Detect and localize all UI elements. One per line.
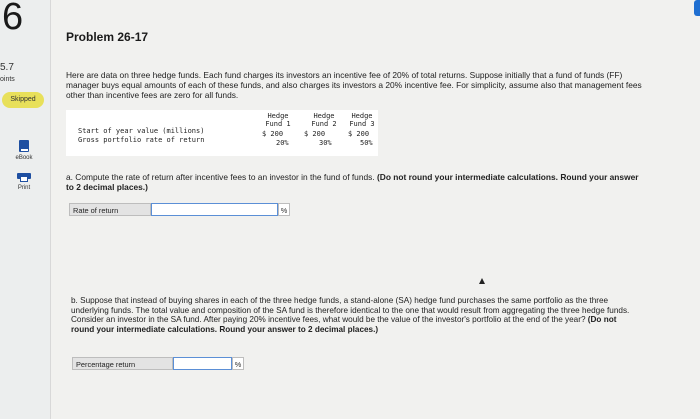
fund-3-start-value: $ 200 (348, 130, 370, 138)
percent-unit: % (278, 203, 290, 216)
print-label: Print (17, 185, 31, 191)
problem-intro: Here are data on three hedge funds. Each fund charges its investors an incentive fee of 20% of total returns. Suppose initially that a fund of funds (FF) manager buys equal amounts of each of these funds, and also charges its investors a 20% incentive fee. For simplicity, assume also that management fees other than incentive fees are zero for all funds. (66, 70, 642, 100)
fund-2-return: 30% (319, 139, 332, 147)
book-icon (19, 140, 29, 152)
points-label: oints (0, 76, 15, 83)
column-header-fund-1: Hedge Fund 1 (265, 112, 291, 128)
question-sidebar (0, 0, 51, 419)
column-header-fund-2: Hedge Fund 2 (311, 112, 337, 128)
part-b-question: b. Suppose that instead of buying shares in each of the three hedge funds, a stand-alone (SA) hedge fund purchases the same portfolio as the three underlying funds. The total value and composition of the SA fund is therefore identical to the one that would result from aggregating the three hedge funds. Consider an investor in the SA fund. After paying 20% incentive fees, what would be the value of the investor's portfolio at the end of the year? (Do not round your intermediate calculations. Round your answer to 2 decimal places.) (71, 296, 630, 334)
row-label-start-value: Start of year value (millions) (78, 127, 205, 135)
percent-unit: % (232, 357, 244, 370)
problem-title: Problem 26-17 (66, 30, 149, 44)
fund-1-return: 20% (276, 139, 289, 147)
side-panel-tab[interactable] (694, 0, 700, 16)
column-header-fund-3: Hedge Fund 3 (349, 112, 375, 128)
status-badge: Skipped (2, 92, 44, 108)
percentage-return-input[interactable] (173, 357, 232, 370)
part-a-question: a. Compute the rate of return after incentive fees to an investor in the fund of funds. (Do not round your intermediate calculations. Round your answer to 2 decimal places.) (66, 172, 639, 192)
question-number: 6 (2, 0, 24, 38)
points-value: 5.7 (0, 62, 14, 73)
part-b-instruction: (Do not round your intermediate calculations. Round your answer to 2 decimal places.) (71, 315, 617, 334)
mouse-cursor-icon (479, 278, 485, 284)
fund-1-start-value: $ 200 (262, 130, 284, 138)
hedge-fund-table (66, 110, 378, 156)
printer-icon (17, 170, 31, 182)
part-a-instruction: (Do not round your intermediate calculations. Round your answer to 2 decimal places.) (66, 172, 639, 192)
ebook-label: eBook (15, 155, 33, 161)
print-button[interactable] (0, 170, 48, 191)
part-a-answer-row (69, 203, 288, 217)
fund-2-start-value: $ 200 (304, 130, 326, 138)
row-label-gross-return: Gross portfolio rate of return (78, 136, 205, 144)
rate-of-return-input[interactable] (151, 203, 278, 216)
rate-of-return-label: Rate of return (69, 203, 151, 216)
part-b-answer-row (72, 357, 248, 371)
ebook-button[interactable] (0, 140, 48, 161)
percentage-return-label: Percentage return (72, 357, 173, 370)
fund-3-return: 50% (360, 139, 373, 147)
